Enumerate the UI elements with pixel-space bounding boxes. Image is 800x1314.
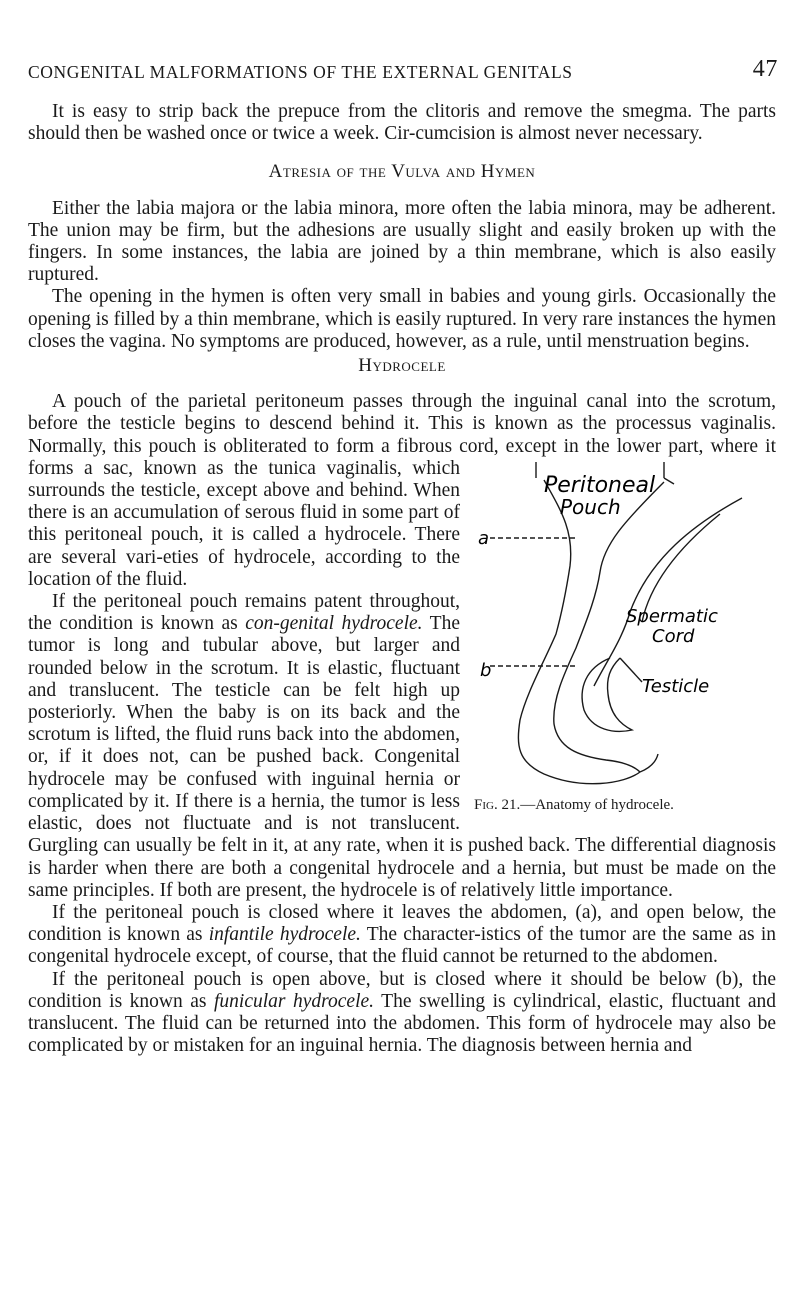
term-congenital-hydrocele: con-genital hydrocele. <box>245 613 423 635</box>
paragraph-infantile-hydrocele <box>28 902 776 969</box>
heading-hydrocele: Hydrocele <box>358 355 446 377</box>
running-head <box>28 56 778 83</box>
body-text <box>28 101 776 1057</box>
testicle-pointer <box>620 658 642 682</box>
label-b: b <box>480 659 492 681</box>
paragraph-atresia-labia: Either the labia majora or the labia minora, more often the labia minora, may be adherent. The union may be firm, but the adhesions are usually slight and easily broken up with the fingers. In some instances, the labia are joined by a thin membrane, which is also easily ruptured. <box>28 197 776 286</box>
figure-caption <box>474 794 776 816</box>
figure-caption-label: Fig. 21. <box>474 796 521 813</box>
pouch-left-wall <box>518 480 640 784</box>
page-number: 47 <box>752 56 778 82</box>
text-segment: The character-istics of the tumor are the same as in congenital hydrocele except, of course, that the fluid cannot be returned to the abdomen. <box>28 924 776 968</box>
text-segment: If the peritoneal pouch is closed where it leaves the abdomen, (a), and open below, the condition is known as <box>28 901 776 946</box>
paragraph-atresia-hymen: The opening in the hymen is often very small in babies and young girls. Occasionally the opening is filled by a thin membrane, which is easily ruptured. In very rare instances the hymen closes the vagina. No symptoms are produced, however, as a rule, until menstruation begins. <box>28 286 776 352</box>
figure-hydrocele-anatomy <box>474 462 776 814</box>
term-infantile-hydrocele: infantile hydrocele. <box>208 924 361 946</box>
text-segment: The tumor is long and tubular above, but larger and rounded below in the scrotum. It is elastic, fluctuant and translucent. The testicle can be felt high up posteriorly. When the baby is on its back and the scrotum is lifted, the fluid runs back into the abdomen, or, if it does not, can be pushed back. Congenital hydrocele may be confused with inguinal hernia or complicated by it. If there is a hernia, the tumor is less elastic, does not fluctuate and is not translucent. Gurgling can usually be felt in it, at any rate, when it is pushed back. The differential diagnosis is harder when there are both a congenital hydrocele and a hernia, but must be made on the same principles. If both are present, the hydrocele is of relatively little importance. <box>28 613 776 901</box>
pouch-right-wall <box>554 482 664 772</box>
label-testicle: Testicle <box>642 675 710 697</box>
term-funicular-hydrocele: funicular hydrocele. <box>214 990 375 1012</box>
text-segment: If the peritoneal pouch is open above, but is closed where it should be below (b), the condition is known as <box>28 968 776 1012</box>
running-title: CONGENITAL MALFORMATIONS OF THE EXTERNAL GENITALS <box>28 62 573 82</box>
paragraph-prepuce: It is easy to strip back the prepuce from the clitoris and remove the smegma. The parts should then be washed once or twice a week. Cir-cumcision is almost never necessary. <box>28 101 776 145</box>
figure-caption-text: —Anatomy of hydrocele. <box>520 796 674 813</box>
label-pouch: Pouch <box>560 494 621 519</box>
spermatic-cord-line <box>594 498 742 686</box>
text-segment: The swelling is cylindrical, elastic, fluctuant and translucent. The fluid can be returned into the abdomen. This form of hydrocele may also be complicated by or mistaken for an inguinal hernia. The diagnosis between hernia and <box>28 990 776 1057</box>
text-segment: If the peritoneal pouch remains patent throughout, the condition is known as <box>28 591 460 635</box>
text-segment: as the tunica vaginalis, which surrounds the testicle, except above and behind. When there is an accumulation of serous fluid in some part of this peritoneal pouch, it is called a hydrocele. There are several vari-eties of hydrocele, according to the location of the fluid. <box>28 457 460 590</box>
paragraph-funicular-hydrocele <box>28 969 776 1058</box>
label-peritoneal: Peritoneal <box>544 472 656 498</box>
label-cord: Cord <box>652 625 695 647</box>
testicle-outline <box>582 658 632 731</box>
text-before-figure: A pouch of the parietal peritoneum passes through the inguinal canal into the scrotum, before the testicle begins to descend behind it. This is known as the processus vaginalis. Normally, this pouch is obliterated to form a fibrous cord, except in the lower part, where it forms a sac, known <box>28 391 776 479</box>
bottom-tail <box>640 754 658 772</box>
hydrocele-diagram <box>474 462 776 792</box>
heading-atresia: Atresia of the Vulva and Hymen <box>268 161 536 183</box>
label-a: a <box>478 527 490 549</box>
label-spermatic: Spermatic <box>626 605 718 627</box>
